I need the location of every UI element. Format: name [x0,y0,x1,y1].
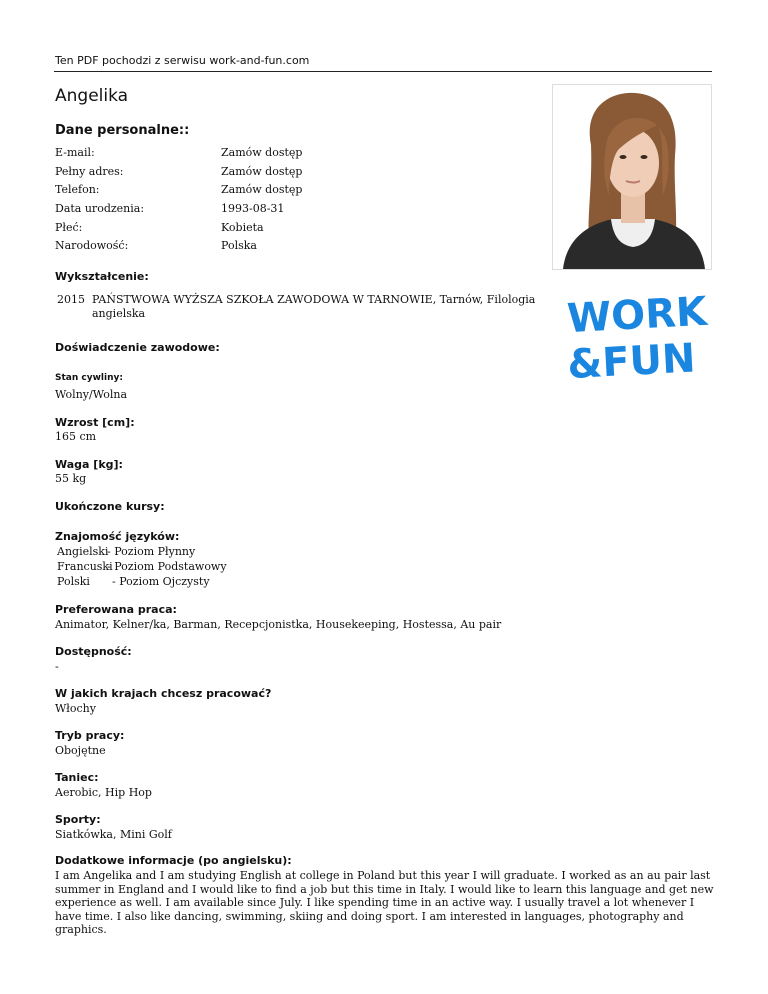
language-level: - Poziom Ojczysty [112,575,210,588]
personal-data-title: Dane personalne:: [55,123,190,138]
height-title: Wzrost [cm]: [55,416,135,429]
weight-title: Waga [kg]: [55,458,123,471]
row-label: Płeć: [55,221,83,234]
dance-value: Aerobic, Hip Hop [55,786,152,799]
availability-value: - [55,660,59,673]
work-mode-value: Obojętne [55,744,106,757]
languages-title: Znajomość języków: [55,530,180,543]
row-label: Narodowość: [55,239,129,252]
svg-text:&FUN: &FUN [566,335,697,389]
sports-value: Siatkówka, Mini Golf [55,828,172,841]
work-and-fun-logo [563,285,709,389]
education-title: Wykształcenie: [55,270,149,283]
row-label: Data urodzenia: [55,202,145,215]
profile-photo [552,84,712,270]
row-value: Zamów dostęp [221,183,303,196]
language-name: Polski [57,575,90,588]
height-value: 165 cm [55,430,97,443]
sports-title: Sporty: [55,813,101,826]
source-header: Ten PDF pochodzi z serwisu work-and-fun.com [55,54,310,67]
preferred-job-value: Animator, Kelner/ka, Barman, Recepcjonistka, Housekeeping, Hostessa, Au pair [55,618,502,631]
language-name: Angielski [57,545,109,558]
marital-status-title: Stan cywliny: [55,373,123,383]
dance-title: Taniec: [55,771,99,784]
work-mode-title: Tryb pracy: [55,729,125,742]
countries-title: W jakich krajach chcesz pracować? [55,687,272,700]
row-value: Kobieta [221,221,264,234]
education-entry: PAŃSTWOWA WYŻSZA SZKOŁA ZAWODOWA W TARNOWIE, Tarnów, Filologia angielska [92,293,536,320]
preferred-job-title: Preferowana praca: [55,603,177,616]
weight-value: 55 kg [55,472,87,485]
row-label: E-mail: [55,146,95,159]
row-value: 1993-08-31 [221,202,285,215]
countries-value: Włochy [55,702,96,715]
row-label: Pełny adres: [55,165,124,178]
courses-title: Ukończone kursy: [55,500,165,513]
additional-info-text: I am Angelika and I am studying English at college in Poland but this year I will graduate. I worked as an au pair last summer in England and I would like to find a job but this time in Italy. I would like to learn this language and get new experience as well. I am available since July. I like spending time in an active way. I usually travel a lot whenever I have time. I also like dancing, swimming, skiing and doing sport. I am interested in languages, photography and graphics. [55,869,714,936]
row-value: Polska [221,239,257,252]
marital-status-value: Wolny/Wolna [55,388,128,401]
language-name: Francuski [57,560,113,573]
language-level: - Poziom Podstawowy [107,560,227,573]
availability-title: Dostępność: [55,645,132,658]
row-value: Zamów dostęp [221,146,303,159]
experience-title: Doświadczenie zawodowe: [55,341,220,354]
row-label: Telefon: [55,183,100,196]
svg-text:WORK: WORK [565,288,709,343]
profile-name: Angelika [55,86,129,106]
row-value: Zamów dostęp [221,165,303,178]
additional-info-title: Dodatkowe informacje (po angielsku): [55,854,292,867]
header-divider [54,71,712,72]
language-level: - Poziom Płynny [107,545,196,558]
education-year: 2015 [57,293,85,306]
